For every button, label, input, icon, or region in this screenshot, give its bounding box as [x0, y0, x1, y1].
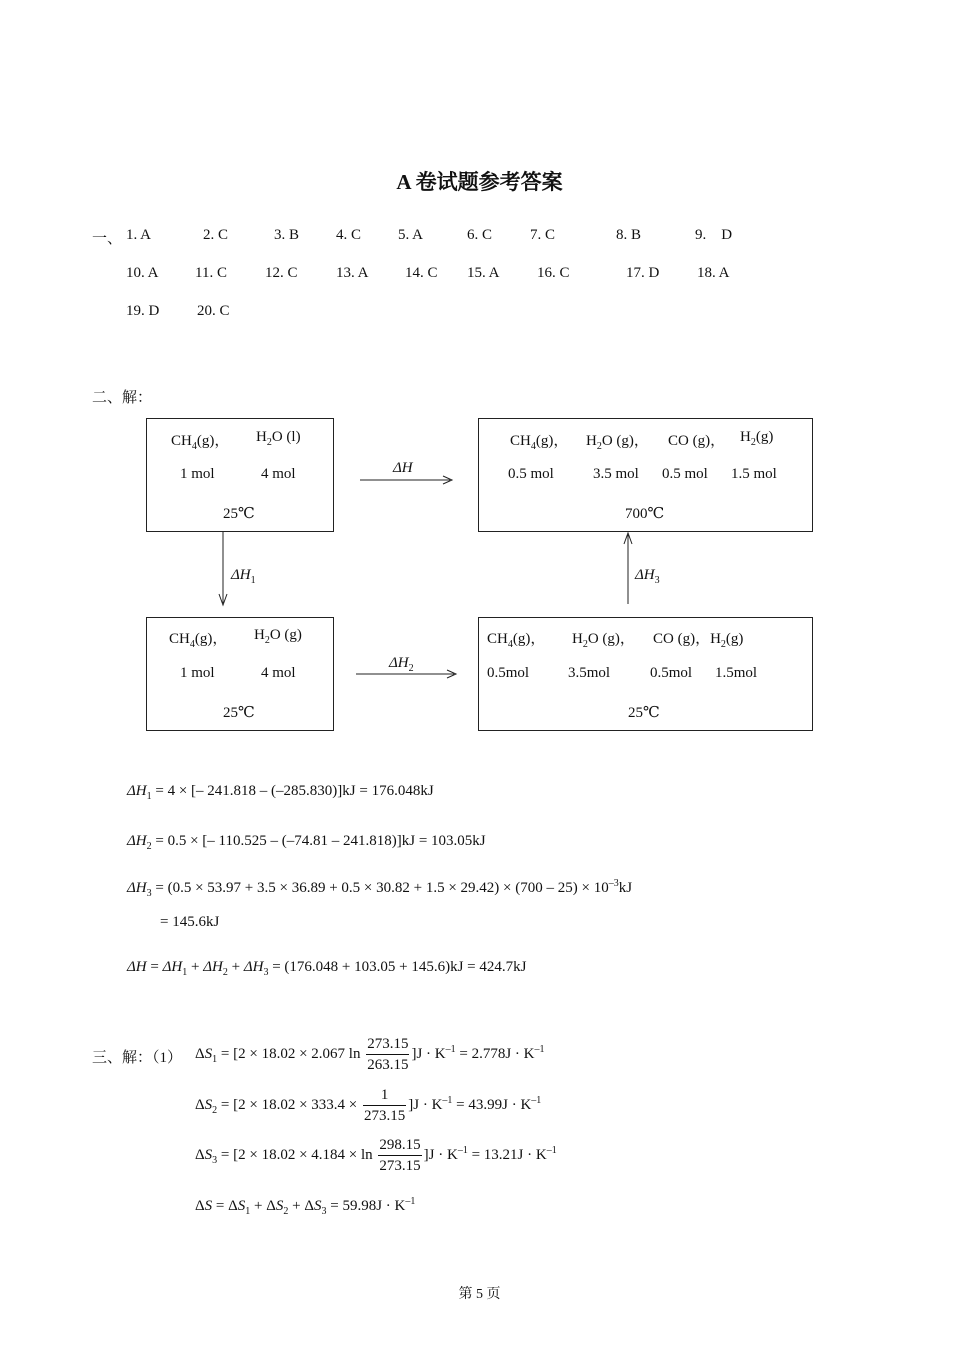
- amount-ch4: 1 mol: [180, 665, 215, 681]
- answer-item: 1. A: [126, 227, 152, 243]
- answer-item: 15. A: [467, 265, 500, 281]
- equation-ds-total: $\Delta S = \Delta S_1 + \Delta S_2 + \Delta S_3 = 59.98J \cdot K^{-1}$: [195, 1196, 416, 1217]
- temperature: 25℃: [223, 705, 255, 721]
- page-number: 第 5 页: [458, 1287, 501, 1302]
- amount-ch4: 1 mol: [180, 466, 215, 482]
- answer-item: 11. C: [195, 265, 227, 281]
- species-ch4: $CH_4(g)$，: [510, 433, 569, 452]
- equation-ds2: $\Delta S_2 = [2 \times 18.02 \times 333.4$ × $\frac{1}{273.15}$ ]$J \cdot K^{-1} = 43.99J \cdot K^{-1}$: [195, 1087, 542, 1124]
- answer-item: 17. D: [626, 265, 660, 281]
- amount-h2o: 3.5mol: [568, 665, 611, 681]
- answer-item: 20. C: [197, 303, 230, 319]
- answer-item: 3. B: [274, 227, 300, 243]
- answer-item: 13. A: [336, 265, 369, 281]
- answer-item: 9. D: [695, 227, 733, 243]
- amount-co: 0.5mol: [650, 665, 693, 681]
- species-ch4: $CH_4(g)$，: [171, 433, 230, 452]
- section-3-label: 三、解：（1）: [92, 1050, 183, 1066]
- equation-dh1: $\Delta H_1 = 4$ × [– 241.818 – (–285.830)]kJ = 176.048kJ: [127, 783, 434, 802]
- species-co-h2: CO (g)，$H_2(g)$: [653, 631, 744, 650]
- temperature: 25℃: [223, 506, 255, 522]
- section-1-label: 一、: [92, 231, 123, 247]
- amount-h2o: 3.5 mol: [593, 466, 639, 482]
- answer-item: 6. C: [467, 227, 493, 243]
- answer-item: 4. C: [336, 227, 362, 243]
- temperature: 25℃: [628, 705, 660, 721]
- amount-h2: 1.5mol: [715, 665, 758, 681]
- equation-ds1: $\Delta S_1 = [2 \times 18.02 \times 2.067$ ln $\frac{273.15}{263.15}$ ]$J \cdot K^{-1} = 2.778J \cdot K^{-1}$: [195, 1036, 545, 1073]
- species-h2: $H_2(g)$: [740, 429, 774, 448]
- answer-item: 5. A: [398, 227, 424, 243]
- equation-dh3: $\Delta H_3 = (0.5 \times 53.97 + 3.5 \times 36.89 + 0.5 \times 30.82 + 1.5 \times 29.42) \times (700 - 25) \times 10^{-3}kJ$: [127, 878, 633, 899]
- answer-item: 18. A: [697, 265, 730, 281]
- answer-item: 2. C: [203, 227, 229, 243]
- equation-dh3-result: = 145.6kJ: [160, 914, 220, 930]
- equation-dh2: $\Delta H_2 = 0.5$ × [– 110.525 – (–74.81 – 241.818)]kJ = 103.05kJ: [127, 833, 486, 852]
- species-h2o: $H_2O$ (l): [256, 429, 301, 448]
- species-h2o: $H_2O$ (g)，: [586, 433, 649, 452]
- page-title: A 卷试题参考答案: [396, 170, 563, 194]
- species-co: CO (g)，: [668, 433, 726, 449]
- species-h2o: $H_2O$ (g)，: [572, 631, 635, 650]
- arrow-label-dh3: $\Delta H_3$: [635, 567, 660, 586]
- arrow-label-dh1: $\Delta H_1$: [231, 567, 256, 586]
- answer-item: 10. A: [126, 265, 159, 281]
- answer-item: 12. C: [265, 265, 298, 281]
- amount-ch4: 0.5 mol: [508, 466, 554, 482]
- answer-item: 8. B: [616, 227, 642, 243]
- amount-h2o: 4 mol: [261, 466, 296, 482]
- answer-item: 19. D: [126, 303, 160, 319]
- answer-item: 16. C: [537, 265, 570, 281]
- amount-co: 0.5 mol: [662, 466, 708, 482]
- section-2-label: 二、解：: [92, 390, 153, 406]
- amount-h2: 1.5 mol: [731, 466, 777, 482]
- species-h2o: $H_2O$ (g): [254, 627, 302, 646]
- amount-ch4: 0.5mol: [487, 665, 530, 681]
- equation-ds3: $\Delta S_3 = [2 \times 18.02 \times 4.184 \times \ln$ $\frac{298.15}{273.15}$ ]$J \cdot K^{-1} = 13.21J \cdot K^{-1}$: [195, 1137, 557, 1174]
- species-ch4: $CH_4(g)$，: [487, 631, 546, 650]
- answer-item: 7. C: [530, 227, 556, 243]
- arrow-label-dh2: $\Delta H_2$: [389, 655, 414, 674]
- amount-h2o: 4 mol: [261, 665, 296, 681]
- answer-item: 14. C: [405, 265, 438, 281]
- species-ch4: $CH_4(g)$，: [169, 631, 228, 650]
- temperature: 700℃: [625, 506, 665, 522]
- equation-dh-total: $\Delta H = \Delta H_1 + \Delta H_2 + \Delta H_3 = (176.048 + 103.05 + 145.6)kJ = 424.7kJ$: [127, 959, 527, 978]
- arrow-label-dh: ΔH: [393, 460, 413, 476]
